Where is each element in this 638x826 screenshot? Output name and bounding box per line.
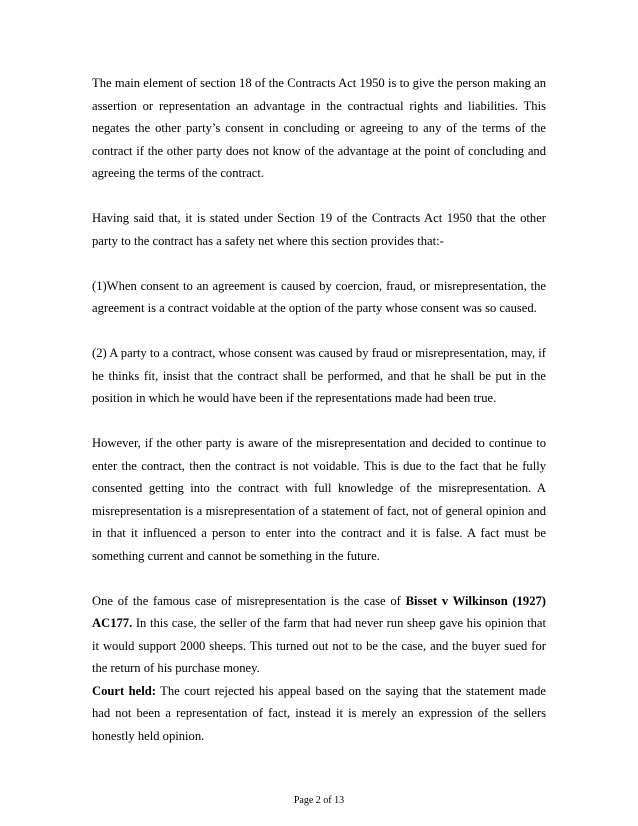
page-body — [92, 72, 546, 747]
paragraph-court-held — [92, 680, 546, 748]
paragraph-section-18: The main element of section 18 of the Contracts Act 1950 is to give the person making an assertion or representation an advantage in the contractual rights and liabilities. This negates the other party’s consent in concluding or agreeing to any of the terms of the contract if the other party does not know of the advantage at the point of concluding and agreeing the terms of the contract. — [92, 76, 546, 180]
court-held-text: The court rejected his appeal based on the saying that the statement made had not been a representation of fact, instead it is merely an expression of the sellers honestly held opinion. — [92, 683, 546, 743]
case-description-text: In this case, the seller of the farm that had never run sheep gave his opinion that it would support 2000 sheeps. This turned out not to be the case, and the buyer sued for the return of his purchase money. — [92, 616, 546, 675]
case-intro-text: One of the famous case of misrepresentation is the case of — [92, 593, 406, 608]
case-citation: Bisset v Wilkinson (1927) AC177. — [92, 593, 547, 630]
page-number: Page 2 of 13 — [293, 795, 345, 806]
paragraph-section-19-intro: Having said that, it is stated under Section 19 of the Contracts Act 1950 that the other party to the contract has a safety net where this section provides that:- — [92, 211, 546, 248]
paragraph-not-voidable: However, if the other party is aware of the misrepresentation and decided to continue to enter the contract, then the contract is not voidable. This is due to the fact that he fully consented getting into the contract with full knowledge of the misrepresentation. A misrepresentation is a misrepresentation of a statement of fact, not of general opinion and in that it influenced a person to enter into the contract and it is false. A fact must be something current and cannot be something in the future. — [92, 436, 546, 563]
paragraph-provision-1: (1)When consent to an agreement is caused by coercion, fraud, or misrepresentation, the agreement is a contract voidable at the option of the party whose consent was so caused. — [92, 278, 546, 315]
paragraph-provision-2: (2) A party to a contract, whose consent was caused by fraud or misrepresentation, may, if he thinks fit, insist that the contract shall be performed, and that he shall be put in the position in which he would have been if the representations made had been true. — [92, 346, 546, 405]
court-held-label: Court held: — [92, 683, 156, 698]
paragraph-case-example — [92, 590, 546, 680]
